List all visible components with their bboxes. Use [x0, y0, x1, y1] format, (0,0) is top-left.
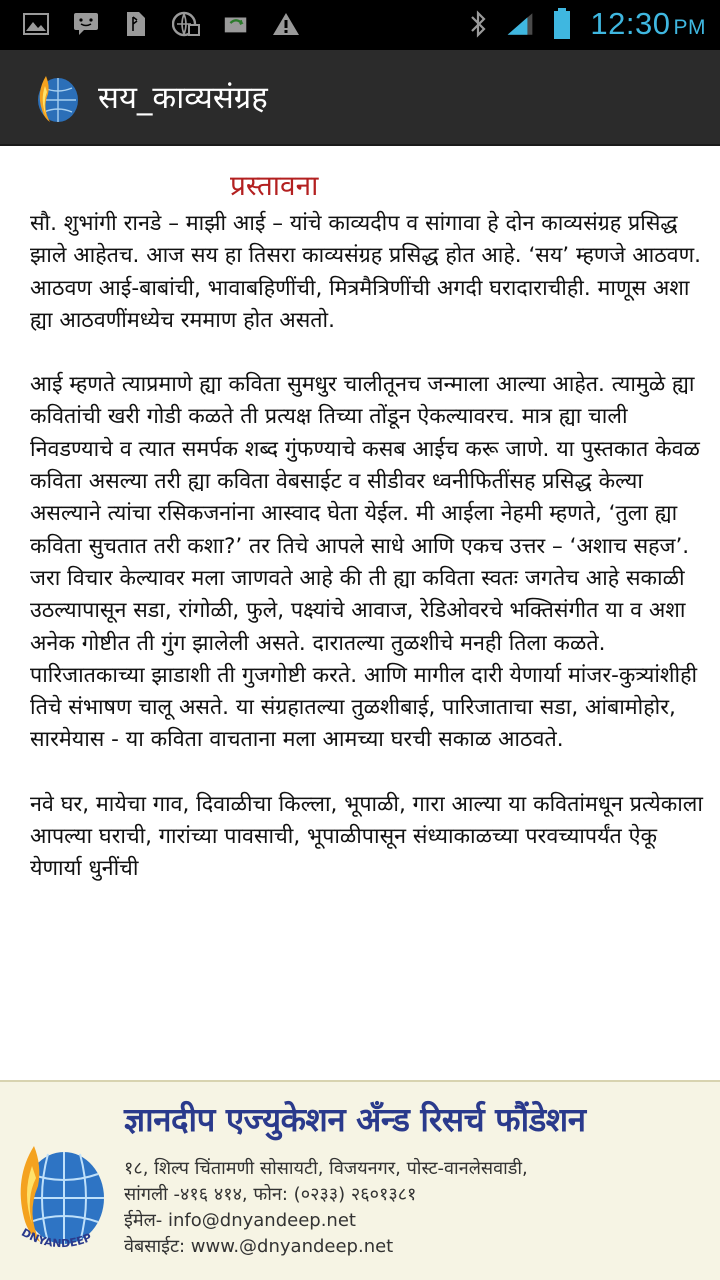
status-bar [0, 0, 720, 50]
sync-icon [172, 10, 200, 38]
signal-icon [506, 10, 534, 38]
paragraph: नवे घर, मायेचा गाव, दिवाळीचा किल्ला, भूपाळी, गारा आल्या या कवितांमधून प्रत्येकाला आपल्या घराची, गारांच्या पावसाची, भूपाळीपासून संध्याकाळच्या परवच्यापर्यंत ऐकू येणार्या धुनींची [30, 791, 703, 882]
foundation-banner[interactable] [0, 1080, 720, 1280]
banner-title: ज्ञानदीप एज्युकेशन अँन्ड रिसर्च फौंडेशन [124, 1100, 586, 1139]
logo-text: DNYANDEEP [19, 1225, 94, 1251]
banner-email[interactable]: ईमेल- info@dnyandeep.net [124, 1210, 356, 1231]
system-indicators [464, 6, 706, 42]
warning-icon [272, 10, 300, 38]
article-heading: प्रस्तावना [230, 169, 319, 202]
banner-address-line: सांगली -४१६ ४१४, फोन: (०२३३) २६०१३८१ [124, 1184, 417, 1205]
gallery-icon [22, 10, 50, 38]
paragraph: सौ. शुभांगी रानडे – माझी आई – यांचे काव्यदीप व सांगावा हे दोन काव्यसंग्रह प्रसिद्ध झाले आहेतच. आज सय हा तिसरा काव्यसंग्रह प्रसिद्ध होत आहे. ‘सय’ म्हणजे आठवण. आठवण आई-बाबांची, भावाबहिणींची, मित्रमैत्रिणींची अगदी घरादाराचीही. माणूस अशा ह्या आठवणींमध्येच रममाण होत असतो. [30, 211, 702, 333]
file-icon [122, 10, 150, 38]
app-logo-icon[interactable] [30, 72, 80, 126]
banner-address-line: १८, शिल्प चिंतामणी सोसायटी, विजयनगर, पोस्ट-वानलेसवाडी, [124, 1158, 528, 1179]
article-content[interactable] [0, 146, 720, 1080]
message-icon [72, 10, 100, 38]
battery-icon [548, 10, 576, 38]
drive-icon [222, 10, 250, 38]
article-body [30, 208, 706, 918]
clock: 12:30 PM [590, 6, 706, 41]
banner-website[interactable]: वेबसाईट: www.@dnyandeep.net [124, 1236, 394, 1257]
notification-icons [22, 10, 300, 38]
bluetooth-icon [464, 10, 492, 38]
paragraph: आई म्हणते त्याप्रमाणे ह्या कविता सुमधुर चालीतूनच जन्माला आल्या आहेत. त्यामुळे ह्या कवितांची खरी गोडी कळते ती प्रत्यक्ष तिच्या तोंडून ऐकल्यावरच. मात्र ह्या चाली निवडण्याचे व त्यात समर्पक शब्द गुंफण्याचे कसब आईच करू जाणे. या पुस्तकात केवळ कविता असल्या तरी ह्या कविता वेबसाईट व सीडीवर ध्वनीफितींसह प्रसिद्ध केल्या असल्याने त्यांचा रसिकजनांना आस्वाद घेता येईल. मी आईला नेहमी म्हणते, ‘तुला ह्या कविता सुचतात तरी कशा?’ तर तिचे आपले साधे आणि एकच उत्तर – ‘अशाच सहज’. जरा विचार केल्यावर मला जाणवते आहे की ती ह्या कविता स्वतः जगतेच आहे सकाळी उठल्यापासून सडा, रांगोळी, फुले, पक्ष्यांचे आवाज, रेडिओवरचे भक्तिसंगीत या व अशा अनेक गोष्टीत ती गुंग झालेली असते. दारातल्या तुळशीचे मनही तिला कळते. पारिजातकाच्या झाडाशी ती गुजगोष्टी करते. आणि मागील दारी येणार्या मांजर-कुत्र्यांशीही तिचे संभाषण चालू असते. या संग्रहातल्या तुळशीबाई, पारिजाताचा सडा, आंबामोहोर, सारमेयास - या कविता वाचताना मला आमच्या घरची सकाळ आठवते. [30, 372, 700, 753]
action-bar [0, 50, 720, 146]
app-title: सय_काव्यसंग्रह [98, 80, 268, 116]
dnyandeep-logo-icon [8, 1138, 108, 1258]
